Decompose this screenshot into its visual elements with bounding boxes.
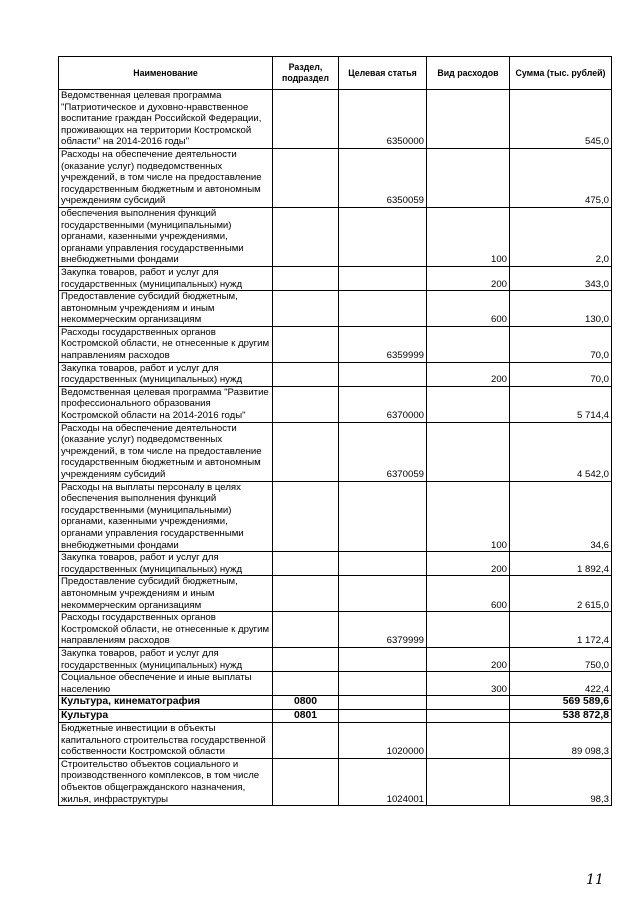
row-target-cell: 1024001 bbox=[339, 758, 427, 805]
row-target-cell bbox=[339, 291, 427, 327]
table-body bbox=[59, 90, 612, 806]
row-target-cell bbox=[339, 672, 427, 696]
table-row bbox=[59, 207, 612, 266]
row-kind-cell: 200 bbox=[427, 266, 510, 290]
row-section-cell bbox=[273, 612, 339, 648]
row-name-cell: Предоставление субсидий бюджетным, автономным учреждениям и иным некоммерческим организациям bbox=[59, 576, 273, 612]
row-section-cell: 0800 bbox=[273, 696, 339, 709]
row-name-cell: Расходы государственных органов Костромской области, не отнесенные к другим направлениям расходов bbox=[59, 326, 273, 362]
row-section-cell bbox=[273, 672, 339, 696]
row-sum-cell: 343,0 bbox=[510, 266, 612, 290]
row-section-cell bbox=[273, 758, 339, 805]
column-header-sum: Сумма (тыс. рублей) bbox=[510, 57, 612, 90]
row-target-cell bbox=[339, 576, 427, 612]
row-kind-cell bbox=[427, 326, 510, 362]
row-kind-cell bbox=[427, 758, 510, 805]
row-kind-cell: 200 bbox=[427, 647, 510, 671]
row-kind-cell bbox=[427, 148, 510, 207]
row-name-cell: Культура bbox=[59, 709, 273, 722]
row-kind-cell: 200 bbox=[427, 552, 510, 576]
row-name-cell: Закупка товаров, работ и услуг для государственных (муниципальных) нужд bbox=[59, 266, 273, 290]
row-name-cell: Закупка товаров, работ и услуг для государственных (муниципальных) нужд bbox=[59, 552, 273, 576]
row-section-cell bbox=[273, 386, 339, 422]
row-kind-cell bbox=[427, 709, 510, 722]
row-name-cell: Расходы на обеспечение деятельности (оказание услуг) подведомственных учреждений, в том числе на предоставление государственным бюджетным и автономным учреждениям субсидий bbox=[59, 148, 273, 207]
row-name-cell: Закупка товаров, работ и услуг для государственных (муниципальных) нужд bbox=[59, 647, 273, 671]
row-name-cell: Ведомственная целевая программа "Развитие профессионального образования Костромской области на 2014-2016 годы" bbox=[59, 386, 273, 422]
row-kind-cell bbox=[427, 612, 510, 648]
table-row bbox=[59, 647, 612, 671]
row-name-cell: Расходы на выплаты персоналу в целях обеспечения выполнения функций государственными (муниципальными) органами, казенными учреждениями, органами управления государственными внебюджетными фондами bbox=[59, 481, 273, 552]
table-row bbox=[59, 362, 612, 386]
budget-table bbox=[58, 56, 612, 806]
row-name-cell: Расходы на обеспечение деятельности (оказание услуг) подведомственных учреждений, в том числе на предоставление государственным бюджетным и автономным учреждениям субсидий bbox=[59, 422, 273, 481]
row-section-cell bbox=[273, 266, 339, 290]
row-kind-cell: 100 bbox=[427, 481, 510, 552]
row-sum-cell: 569 589,6 bbox=[510, 696, 612, 709]
row-target-cell bbox=[339, 266, 427, 290]
row-kind-cell bbox=[427, 90, 510, 149]
table-row bbox=[59, 709, 612, 722]
row-section-cell bbox=[273, 362, 339, 386]
row-name-cell: Расходы государственных органов Костромской области, не отнесенные к другим направлениям расходов bbox=[59, 612, 273, 648]
row-sum-cell: 4 542,0 bbox=[510, 422, 612, 481]
row-kind-cell bbox=[427, 422, 510, 481]
row-name-cell: Закупка товаров, работ и услуг для государственных (муниципальных) нужд bbox=[59, 362, 273, 386]
column-header-kind: Вид расходов bbox=[427, 57, 510, 90]
table-row bbox=[59, 90, 612, 149]
table-row bbox=[59, 148, 612, 207]
row-sum-cell: 475,0 bbox=[510, 148, 612, 207]
row-sum-cell: 2 615,0 bbox=[510, 576, 612, 612]
row-target-cell: 6370059 bbox=[339, 422, 427, 481]
table-row bbox=[59, 326, 612, 362]
table-row bbox=[59, 576, 612, 612]
row-name-cell: Культура, кинематография bbox=[59, 696, 273, 709]
row-sum-cell: 130,0 bbox=[510, 291, 612, 327]
row-target-cell bbox=[339, 709, 427, 722]
table-row bbox=[59, 552, 612, 576]
row-section-cell bbox=[273, 481, 339, 552]
row-kind-cell: 200 bbox=[427, 362, 510, 386]
row-target-cell bbox=[339, 362, 427, 386]
row-target-cell: 6350000 bbox=[339, 90, 427, 149]
row-sum-cell: 750,0 bbox=[510, 647, 612, 671]
row-target-cell: 1020000 bbox=[339, 723, 427, 759]
row-kind-cell bbox=[427, 723, 510, 759]
row-target-cell bbox=[339, 481, 427, 552]
column-header-section: Раздел, подраздел bbox=[273, 57, 339, 90]
row-target-cell: 6350059 bbox=[339, 148, 427, 207]
row-target-cell: 6370000 bbox=[339, 386, 427, 422]
column-header-target: Целевая статья bbox=[339, 57, 427, 90]
row-target-cell: 6359999 bbox=[339, 326, 427, 362]
row-sum-cell: 1 892,4 bbox=[510, 552, 612, 576]
row-target-cell bbox=[339, 207, 427, 266]
table-row bbox=[59, 291, 612, 327]
table-row bbox=[59, 696, 612, 709]
row-section-cell bbox=[273, 723, 339, 759]
row-sum-cell: 98,3 bbox=[510, 758, 612, 805]
table-row bbox=[59, 723, 612, 759]
row-name-cell: Ведомственная целевая программа "Патриотическое и духовно-нравственное воспитание граждан Российской Федерации, проживающих на территории Костромской области" на 2014-2016 годы" bbox=[59, 90, 273, 149]
table-row bbox=[59, 672, 612, 696]
column-header-name: Наименование bbox=[59, 57, 273, 90]
row-section-cell bbox=[273, 647, 339, 671]
row-sum-cell: 70,0 bbox=[510, 326, 612, 362]
row-sum-cell: 70,0 bbox=[510, 362, 612, 386]
table-row bbox=[59, 481, 612, 552]
row-section-cell: 0801 bbox=[273, 709, 339, 722]
table-row bbox=[59, 758, 612, 805]
row-target-cell bbox=[339, 696, 427, 709]
row-sum-cell: 34,6 bbox=[510, 481, 612, 552]
row-sum-cell: 1 172,4 bbox=[510, 612, 612, 648]
row-section-cell bbox=[273, 326, 339, 362]
row-sum-cell: 5 714,4 bbox=[510, 386, 612, 422]
row-kind-cell: 600 bbox=[427, 576, 510, 612]
row-name-cell: обеспечения выполнения функций государственными (муниципальными) органами, казенными учреждениями, органами управления государственными внебюджетными фондами bbox=[59, 207, 273, 266]
table-row bbox=[59, 266, 612, 290]
row-section-cell bbox=[273, 552, 339, 576]
row-kind-cell bbox=[427, 386, 510, 422]
row-target-cell bbox=[339, 647, 427, 671]
row-kind-cell: 100 bbox=[427, 207, 510, 266]
table-row bbox=[59, 422, 612, 481]
row-sum-cell: 422,4 bbox=[510, 672, 612, 696]
row-section-cell bbox=[273, 576, 339, 612]
table-header-row bbox=[59, 57, 612, 90]
row-target-cell bbox=[339, 552, 427, 576]
row-target-cell: 6379999 bbox=[339, 612, 427, 648]
row-name-cell: Социальное обеспечение и иные выплаты населению bbox=[59, 672, 273, 696]
row-section-cell bbox=[273, 207, 339, 266]
row-section-cell bbox=[273, 90, 339, 149]
row-name-cell: Строительство объектов социального и производственного комплексов, в том числе объектов общегражданского назначения, жилья, инфраструктуры bbox=[59, 758, 273, 805]
row-section-cell bbox=[273, 148, 339, 207]
row-kind-cell bbox=[427, 696, 510, 709]
table-row bbox=[59, 612, 612, 648]
row-kind-cell: 300 bbox=[427, 672, 510, 696]
table-row bbox=[59, 386, 612, 422]
page-number: 11 bbox=[586, 872, 604, 888]
row-sum-cell: 538 872,8 bbox=[510, 709, 612, 722]
row-sum-cell: 545,0 bbox=[510, 90, 612, 149]
row-sum-cell: 89 098,3 bbox=[510, 723, 612, 759]
row-section-cell bbox=[273, 422, 339, 481]
row-sum-cell: 2,0 bbox=[510, 207, 612, 266]
row-name-cell: Предоставление субсидий бюджетным, автономным учреждениям и иным некоммерческим организациям bbox=[59, 291, 273, 327]
row-kind-cell: 600 bbox=[427, 291, 510, 327]
row-section-cell bbox=[273, 291, 339, 327]
row-name-cell: Бюджетные инвестиции в объекты капитального строительства государственной собственности Костромской области bbox=[59, 723, 273, 759]
